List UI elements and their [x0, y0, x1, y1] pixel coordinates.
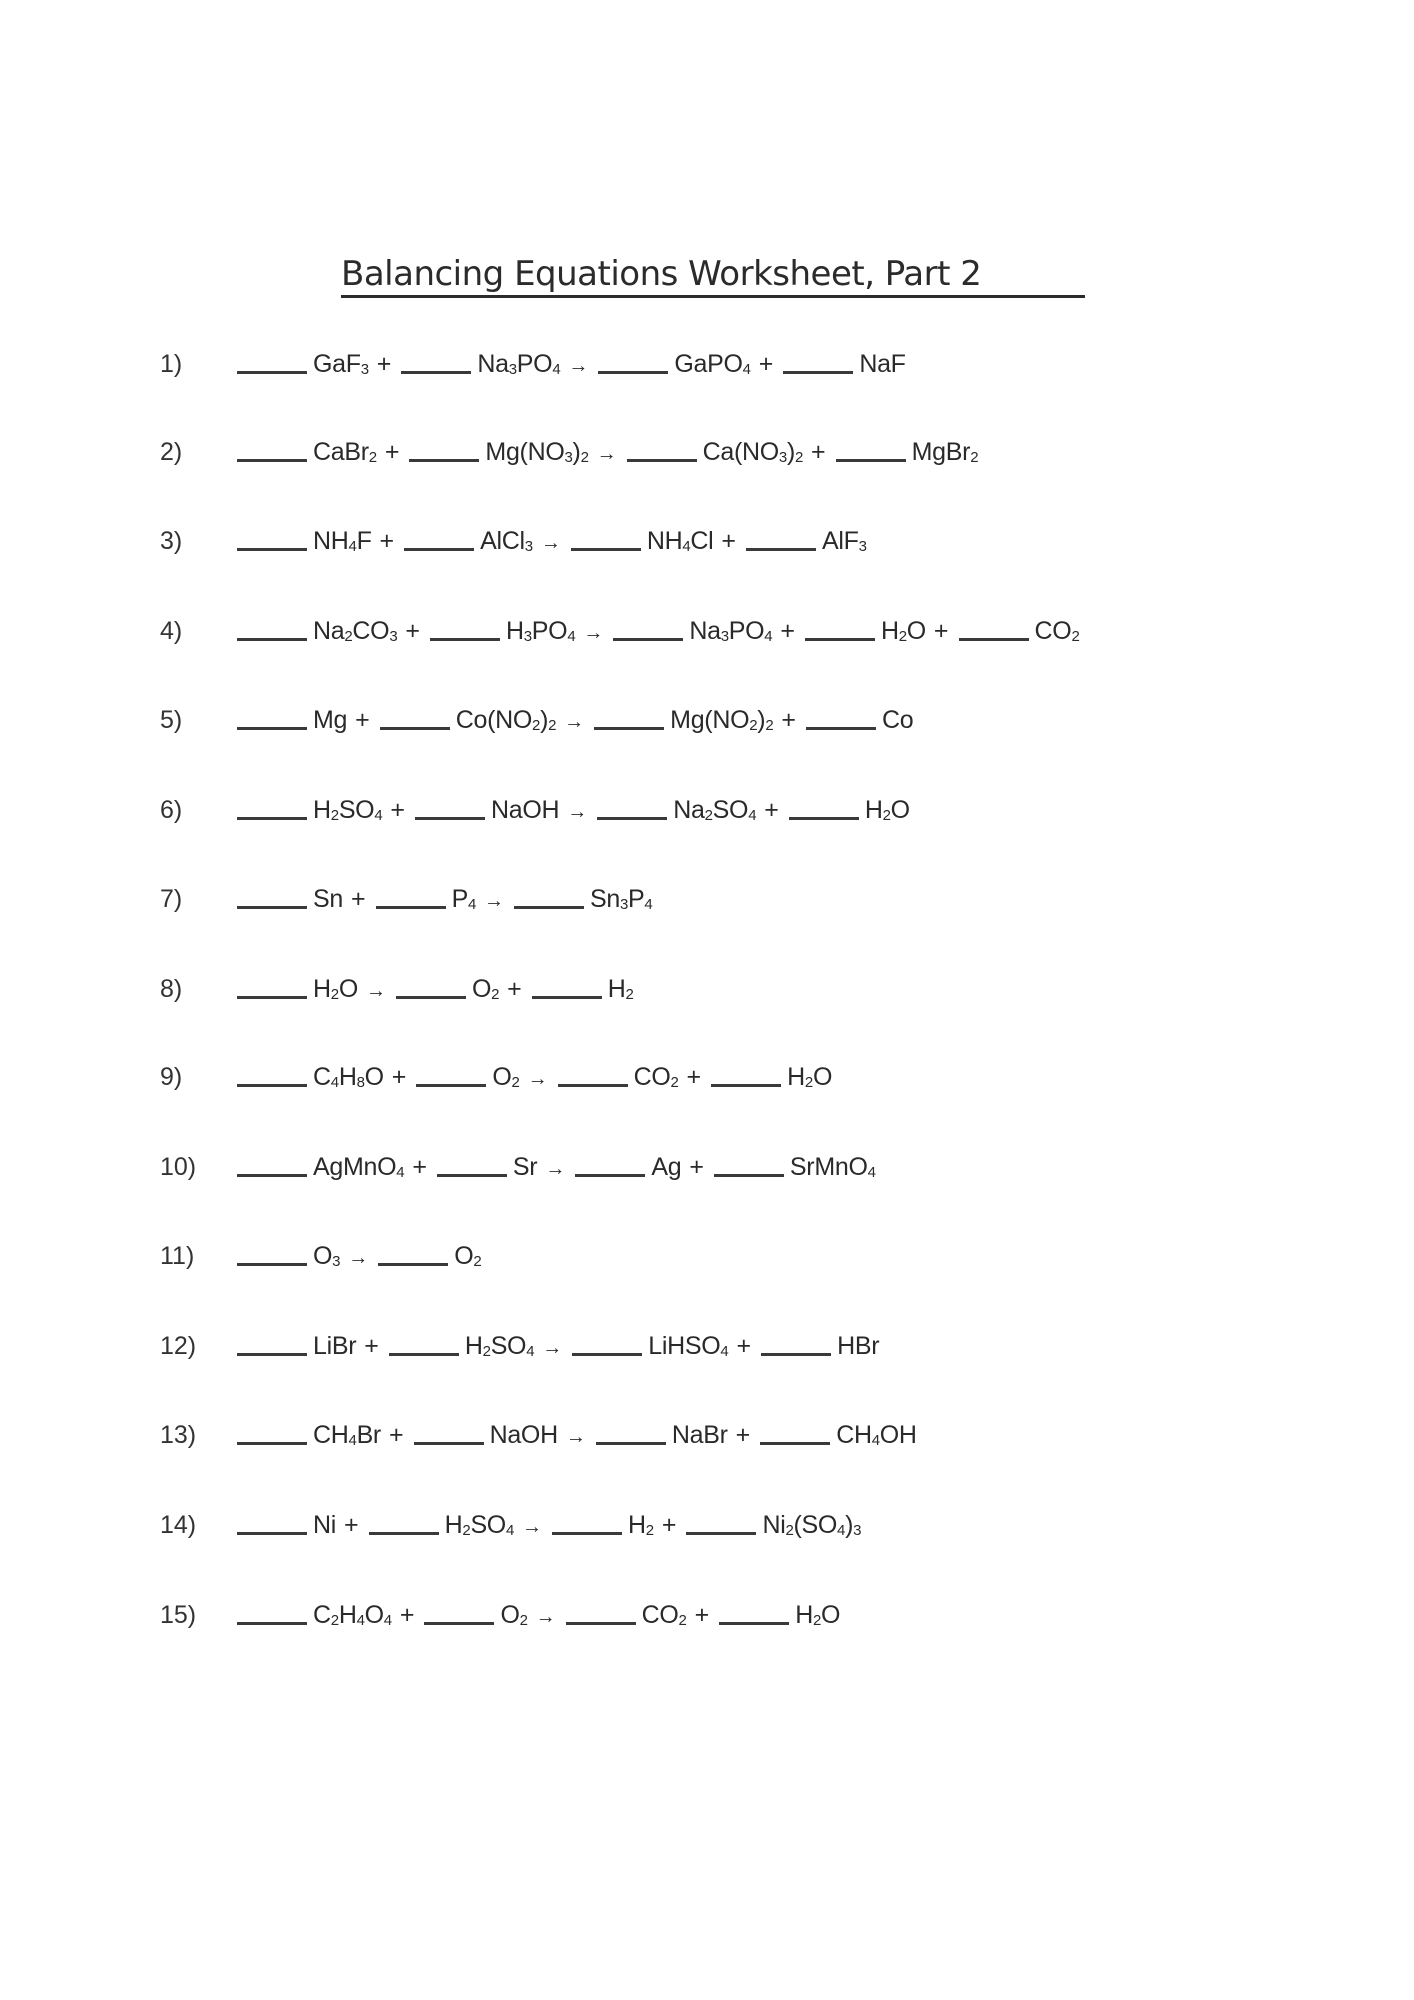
subscript: 2 — [330, 807, 339, 824]
subscript: 2 — [704, 807, 713, 824]
subscript: 2 — [330, 1612, 339, 1629]
chemical-formula: Sr — [512, 1153, 538, 1181]
subscript: 3 — [360, 361, 369, 378]
chemical-formula: $Mg(NO_3)_2$ — [485, 438, 589, 466]
subscript: 2 — [785, 1522, 794, 1539]
subscript: 4 — [356, 1612, 365, 1629]
subscript: 2 — [1071, 628, 1080, 645]
subscript: 2 — [794, 449, 804, 466]
plus-sign: + — [811, 438, 826, 466]
chemical-formula: $CO_2$ — [633, 1063, 679, 1091]
chemical-formula: $Ca(NO_3)_2$ — [702, 438, 804, 466]
chemical-formula: $H_2$ — [628, 1511, 654, 1539]
subscript: 2 — [482, 1343, 491, 1360]
subscript: 2 — [462, 1522, 471, 1539]
subscript: 2 — [548, 717, 557, 734]
coefficient-blank[interactable] — [597, 817, 667, 820]
equation — [237, 879, 656, 921]
subscript: 2 — [330, 986, 339, 1003]
equation — [237, 969, 638, 1011]
coefficient-blank[interactable] — [566, 1622, 636, 1625]
chemical-formula: MgBr$_2$ — [911, 438, 979, 466]
chemical-formula: Ag — [651, 1153, 682, 1181]
chemical-formula: $Na_3PO_4$ — [689, 617, 773, 645]
coefficient-blank[interactable] — [237, 996, 307, 999]
coefficient-blank[interactable] — [575, 1174, 645, 1177]
arrow-icon: → — [484, 890, 505, 912]
chemical-formula: Ni — [313, 1511, 337, 1539]
plus-sign: + — [344, 1511, 359, 1539]
chemical-formula: CaBr$_2$ — [313, 438, 377, 466]
chemical-formula: $H_2O$ — [787, 1063, 833, 1091]
plus-sign: + — [933, 617, 949, 645]
subscript: 3 — [523, 628, 532, 645]
subscript: 4 — [374, 807, 383, 824]
subscript: 2 — [368, 449, 377, 466]
arrow-icon: → — [583, 622, 604, 644]
equation — [237, 790, 914, 832]
arrow-icon: → — [545, 1158, 566, 1180]
chemical-formula: $CH_4OH$ — [836, 1421, 917, 1449]
equation — [237, 1147, 880, 1189]
equation-number: 14) — [160, 1511, 197, 1539]
coefficient-blank[interactable] — [237, 906, 307, 909]
coefficient-blank[interactable] — [613, 638, 683, 641]
coefficient-blank[interactable] — [686, 1532, 756, 1535]
coefficient-blank[interactable] — [789, 817, 859, 820]
coefficient-blank[interactable] — [414, 1442, 484, 1445]
subscript: 4 — [682, 538, 691, 555]
coefficient-blank[interactable] — [409, 459, 479, 462]
chemical-formula: SrMnO$_4$ — [789, 1153, 876, 1181]
chemical-formula: NaF — [859, 350, 906, 378]
subscript: 2 — [970, 449, 979, 466]
chemical-formula: $O_2$ — [471, 975, 500, 1003]
subscript: 2 — [765, 717, 774, 734]
arrow-icon: → — [567, 801, 588, 823]
coefficient-blank[interactable] — [805, 638, 875, 641]
coefficient-blank[interactable] — [380, 727, 450, 730]
equation — [237, 1236, 485, 1278]
plus-sign: + — [405, 617, 420, 645]
subscript: 4 — [467, 896, 477, 913]
coefficient-blank[interactable] — [836, 459, 906, 462]
chemical-formula: LiBr — [313, 1332, 357, 1360]
chemical-formula: $Na_3PO_4$ — [477, 350, 561, 378]
equation-number: 2) — [160, 438, 183, 466]
coefficient-blank[interactable] — [783, 371, 853, 374]
chemical-formula: Co — [881, 706, 914, 734]
coefficient-blank[interactable] — [237, 1442, 307, 1445]
subscript: 2 — [625, 986, 634, 1003]
subscript: 2 — [511, 1074, 520, 1091]
chemical-formula: GaPO$_4$ — [674, 350, 751, 378]
subscript: 4 — [552, 361, 561, 378]
equation-number: 6) — [160, 796, 183, 824]
equation-number: 7) — [160, 885, 183, 913]
plus-sign: + — [721, 527, 737, 555]
plus-sign: + — [694, 1601, 710, 1629]
coefficient-blank[interactable] — [558, 1084, 628, 1087]
plus-sign: + — [686, 1063, 702, 1091]
coefficient-blank[interactable] — [594, 727, 664, 730]
subscript: 4 — [396, 1164, 405, 1181]
coefficient-blank[interactable] — [237, 1622, 307, 1625]
arrow-icon: → — [365, 980, 386, 1002]
coefficient-blank[interactable] — [237, 817, 307, 820]
chemical-formula: AgMnO$_4$ — [313, 1153, 405, 1181]
coefficient-blank[interactable] — [237, 371, 307, 374]
subscript: 2 — [532, 717, 541, 734]
equation — [237, 1415, 921, 1457]
subscript: 4 — [867, 1164, 876, 1181]
subscript: 2 — [678, 1612, 687, 1629]
chemical-formula: $CH_4Br$ — [313, 1421, 381, 1449]
equation-number: 5) — [160, 706, 183, 734]
subscript: 3 — [508, 361, 517, 378]
coefficient-blank[interactable] — [437, 1174, 507, 1177]
arrow-icon: → — [348, 1247, 369, 1269]
subscript: 4 — [505, 1522, 515, 1539]
coefficient-blank[interactable] — [711, 1084, 781, 1087]
chemical-formula: $C_2H_4O_4$ — [313, 1601, 392, 1629]
subscript: 3 — [332, 1253, 341, 1270]
equation — [237, 1505, 865, 1547]
subscript: 4 — [567, 628, 576, 645]
arrow-icon: → — [542, 1337, 563, 1359]
equation-number: 4) — [160, 617, 183, 645]
subscript: 3 — [853, 1522, 862, 1539]
chemical-formula: $O_2$ — [500, 1601, 528, 1629]
chemical-formula: $O_2$ — [454, 1242, 482, 1270]
plus-sign: + — [736, 1332, 752, 1360]
equation — [237, 611, 1083, 653]
plus-sign: + — [364, 1332, 379, 1360]
chemical-formula: $H_2$ — [607, 975, 634, 1003]
chemical-formula: $P_4$ — [451, 885, 477, 913]
subscript: 3 — [858, 538, 867, 555]
arrow-icon: → — [596, 443, 617, 465]
subscript: 4 — [383, 1612, 392, 1629]
arrow-icon: → — [540, 532, 561, 554]
coefficient-blank[interactable] — [237, 638, 307, 641]
chemical-formula: $NH_4Cl$ — [646, 527, 714, 555]
subscript: 4 — [871, 1432, 880, 1449]
coefficient-blank[interactable] — [389, 1353, 459, 1356]
equation — [237, 521, 871, 563]
subscript: 2 — [519, 1612, 528, 1629]
chemical-formula: HBr — [837, 1332, 880, 1360]
worksheet-title: Balancing Equations Worksheet, Part 2 — [341, 254, 982, 294]
equation-number: 3) — [160, 527, 183, 555]
subscript: 4 — [837, 1522, 846, 1539]
chemical-formula: $O_3$ — [313, 1242, 341, 1270]
chemical-formula: NaBr — [671, 1421, 728, 1449]
equation-number: 11) — [160, 1242, 195, 1270]
coefficient-blank[interactable] — [552, 1532, 622, 1535]
chemical-formula: GaF$_3$ — [313, 350, 369, 378]
chemical-formula: $H_2SO_4$ — [464, 1332, 535, 1360]
chemical-formula: $CO_2$ — [641, 1601, 687, 1629]
equation-number: 8) — [160, 975, 183, 1003]
coefficient-blank[interactable] — [376, 906, 446, 909]
coefficient-blank[interactable] — [404, 548, 474, 551]
equation — [237, 1326, 883, 1368]
chemical-formula: $NH_4F$ — [313, 527, 372, 555]
coefficient-blank[interactable] — [806, 727, 876, 730]
coefficient-blank[interactable] — [237, 1263, 307, 1266]
plus-sign: + — [379, 527, 395, 555]
chemical-formula: $Mg(NO_2)_2$ — [670, 706, 774, 734]
subscript: 3 — [389, 628, 398, 645]
subscript: 4 — [644, 896, 653, 913]
equation — [237, 700, 917, 742]
subscript: 2 — [491, 986, 500, 1003]
subscript: 4 — [348, 538, 357, 555]
coefficient-blank[interactable] — [237, 1353, 307, 1356]
coefficient-blank[interactable] — [572, 1353, 642, 1356]
coefficient-blank[interactable] — [746, 548, 816, 551]
plus-sign: + — [399, 1601, 415, 1629]
coefficient-blank[interactable] — [237, 727, 307, 730]
coefficient-blank[interactable] — [369, 1532, 439, 1535]
coefficient-blank[interactable] — [415, 817, 485, 820]
plus-sign: + — [391, 1063, 407, 1091]
coefficient-blank[interactable] — [571, 548, 641, 551]
plus-sign: + — [781, 706, 796, 734]
arrow-icon: → — [527, 1068, 548, 1090]
subscript: 2 — [580, 449, 589, 466]
coefficient-blank[interactable] — [959, 638, 1029, 641]
chemical-formula: $Sn_3P_4$ — [590, 885, 653, 913]
coefficient-blank[interactable] — [416, 1084, 486, 1087]
subscript: 3 — [564, 449, 573, 466]
subscript: 2 — [749, 717, 758, 734]
chemical-formula: $C_4H_8O$ — [313, 1063, 384, 1091]
coefficient-blank[interactable] — [714, 1174, 784, 1177]
coefficient-blank[interactable] — [760, 1442, 830, 1445]
chemical-formula: Mg — [313, 706, 348, 734]
coefficient-blank[interactable] — [430, 638, 500, 641]
subscript: 2 — [670, 1074, 679, 1091]
plus-sign: + — [350, 885, 366, 913]
equation-number: 1) — [160, 350, 183, 378]
coefficient-blank[interactable] — [627, 459, 697, 462]
plus-sign: + — [507, 975, 522, 1003]
coefficient-blank[interactable] — [237, 1174, 307, 1177]
equation — [237, 1595, 844, 1637]
chemical-formula: $Na_2CO_3$ — [313, 617, 398, 645]
plus-sign: + — [780, 617, 795, 645]
subscript: 4 — [748, 807, 757, 824]
subscript: 2 — [882, 807, 891, 824]
coefficient-blank[interactable] — [378, 1263, 448, 1266]
subscript: 4 — [720, 1343, 729, 1360]
coefficient-blank[interactable] — [237, 1532, 307, 1535]
arrow-icon: → — [522, 1516, 543, 1538]
subscript: 4 — [742, 361, 751, 378]
equation — [237, 432, 982, 474]
arrow-icon: → — [568, 355, 589, 377]
title-underline — [341, 295, 1085, 298]
chemical-formula: AlCl$_3$ — [480, 527, 533, 555]
chemical-formula: AlF$_3$ — [822, 527, 867, 555]
subscript: 4 — [330, 1074, 339, 1091]
plus-sign: + — [376, 350, 392, 378]
chemical-formula: $Ni_2(SO_4)_3$ — [762, 1511, 862, 1539]
subscript: 2 — [804, 1074, 813, 1091]
coefficient-blank[interactable] — [237, 1084, 307, 1087]
coefficient-blank[interactable] — [596, 1442, 666, 1445]
equation-number: 12) — [160, 1332, 197, 1360]
coefficient-blank[interactable] — [401, 371, 471, 374]
chemical-formula: $H_2O$ — [313, 975, 358, 1003]
coefficient-blank[interactable] — [514, 906, 584, 909]
chemical-formula: $O_2$ — [492, 1063, 520, 1091]
subscript: 2 — [645, 1522, 654, 1539]
coefficient-blank[interactable] — [532, 996, 602, 999]
plus-sign: + — [661, 1511, 677, 1539]
chemical-formula: $Na_2SO_4$ — [673, 796, 757, 824]
chemical-formula: NaOH — [489, 1421, 558, 1449]
subscript: 4 — [526, 1343, 535, 1360]
coefficient-blank[interactable] — [761, 1353, 831, 1356]
chemical-formula: $H_2SO_4$ — [313, 796, 383, 824]
coefficient-blank[interactable] — [424, 1622, 494, 1625]
equation-number: 15) — [160, 1601, 197, 1629]
subscript: 2 — [473, 1253, 482, 1270]
plus-sign: + — [384, 438, 400, 466]
coefficient-blank[interactable] — [719, 1622, 789, 1625]
arrow-icon: → — [564, 711, 585, 733]
chemical-formula: $Co(NO_2)_2$ — [455, 706, 557, 734]
subscript: 4 — [348, 1432, 357, 1449]
chemical-formula: $H_2O$ — [864, 796, 910, 824]
subscript: 3 — [720, 628, 729, 645]
chemical-formula: $H_2O$ — [880, 617, 926, 645]
chemical-formula: Sn — [313, 885, 343, 913]
chemical-formula: $CO_2$ — [1034, 617, 1080, 645]
coefficient-blank[interactable] — [237, 548, 307, 551]
plus-sign: + — [735, 1421, 751, 1449]
subscript: 4 — [764, 628, 773, 645]
equation-number: 10) — [160, 1153, 197, 1181]
chemical-formula: $H_3PO_4$ — [505, 617, 576, 645]
equation — [237, 1057, 836, 1099]
plus-sign: + — [689, 1153, 704, 1181]
coefficient-blank[interactable] — [396, 996, 466, 999]
subscript: 2 — [812, 1612, 822, 1629]
equation-number: 9) — [160, 1063, 183, 1091]
subscript: 3 — [620, 896, 629, 913]
plus-sign: + — [764, 796, 779, 824]
chemical-formula: $H_2O$ — [795, 1601, 841, 1629]
chemical-formula: $H_2SO_4$ — [444, 1511, 515, 1539]
plus-sign: + — [412, 1153, 427, 1181]
plus-sign: + — [390, 796, 405, 824]
subscript: 2 — [344, 628, 353, 645]
coefficient-blank[interactable] — [237, 459, 307, 462]
coefficient-blank[interactable] — [598, 371, 668, 374]
subscript: 2 — [898, 628, 907, 645]
equation — [237, 344, 910, 386]
subscript: 3 — [524, 538, 533, 555]
arrow-icon: → — [565, 1426, 586, 1448]
plus-sign: + — [355, 706, 370, 734]
subscript: 3 — [778, 449, 787, 466]
plus-sign: + — [758, 350, 774, 378]
arrow-icon: → — [535, 1606, 556, 1628]
chemical-formula: LiHSO$_4$ — [648, 1332, 729, 1360]
subscript: 8 — [356, 1074, 365, 1091]
chemical-formula: NaOH — [491, 796, 560, 824]
plus-sign: + — [388, 1421, 404, 1449]
equation-number: 13) — [160, 1421, 197, 1449]
